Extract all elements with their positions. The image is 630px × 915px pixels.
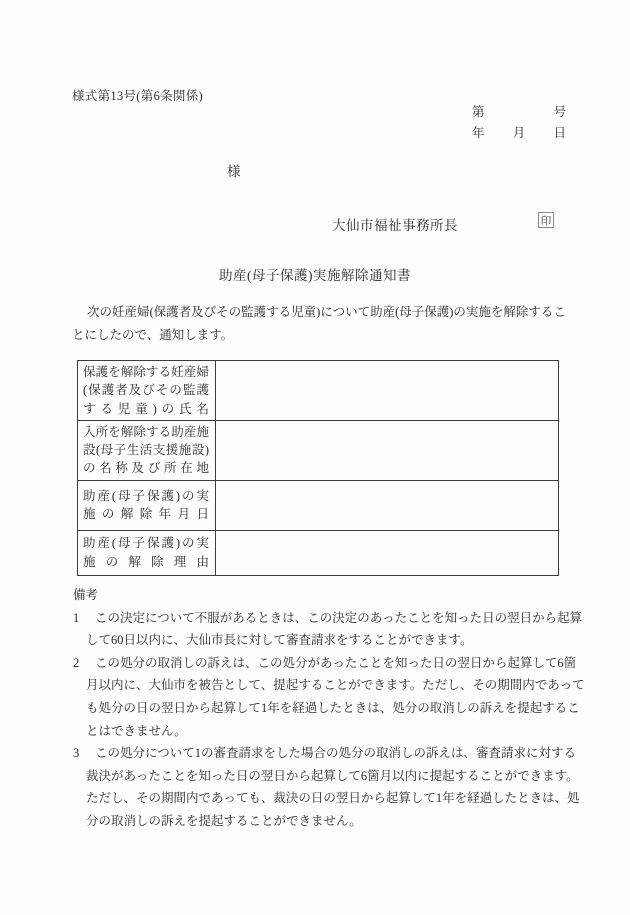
- note-item-2-line: とはできません。: [86, 723, 187, 738]
- document-title: 助産(母子保護)実施解除通知書: [219, 268, 411, 283]
- note-item-3-line: 分の取消しの訴えを提起することができません。: [86, 813, 362, 828]
- body-paragraph: [72, 301, 566, 346]
- seal-mark: [538, 212, 554, 228]
- form-number: 様式第13号(第6条関係): [72, 89, 203, 103]
- date-year-label: 年: [472, 126, 485, 140]
- table-row: [78, 530, 559, 575]
- row-value-mother-name: [216, 361, 559, 421]
- label-line: 助産(母子保護)の実: [83, 488, 209, 503]
- recipient-honorific: 様: [227, 164, 241, 179]
- note-item-3-line: ただし、その期間内であっても、裁決の日の翌日から起算して1年を経過したときは、処: [86, 791, 580, 806]
- label-line: の名称及び所在地: [83, 461, 209, 476]
- note-number: 1: [73, 610, 80, 625]
- label-line: 設(母子生活支援施設): [83, 443, 209, 458]
- note-item-2-line: 月以内に、大仙市を被告として、提起することができます。ただし、その期間内であって: [86, 678, 585, 693]
- note-item-2-line: [73, 652, 577, 675]
- row-label-release-date: [78, 480, 216, 530]
- date-line: [472, 123, 566, 141]
- table-row: [78, 420, 559, 480]
- date-day-label: 日: [553, 126, 566, 140]
- label-line: する児童)の氏名: [83, 401, 209, 416]
- doc-number-suffix: 号: [553, 105, 566, 119]
- seal-character: 印: [540, 215, 552, 227]
- sender-title: 大仙市福祉事務所長: [332, 218, 458, 233]
- note-item-3-line: 裁決があったことを知った日の翌日から起算して6箇月以内に提起することができます。: [86, 768, 579, 783]
- note-item-1-line: [73, 607, 583, 630]
- date-month-label: 月: [512, 126, 526, 140]
- remarks-heading: 備考: [73, 588, 99, 602]
- row-label-release-reason: [78, 530, 216, 575]
- release-details-table: [77, 360, 559, 576]
- note-item-3-line: [73, 742, 577, 765]
- label-line: (保護者及びその監護: [83, 383, 209, 398]
- label-line: 保護を解除する妊産婦: [83, 365, 209, 379]
- row-label-mother-name: [78, 361, 216, 421]
- body-line: とにしたので、通知します。: [72, 327, 234, 342]
- row-value-release-reason: [216, 530, 559, 575]
- doc-number-prefix: 第: [472, 105, 485, 119]
- label-line: 助産(母子保護)の実: [83, 536, 209, 551]
- note-number: 2: [73, 655, 80, 670]
- body-line: 次の妊産婦(保護者及びその監護する児童)について助産(母子保護)の実施を解除するこ: [87, 305, 566, 319]
- note-item-2-line: も処分の日の翌日から起算して1年を経過したときは、処分の取消しの訴えを提起するこ: [86, 700, 580, 715]
- remarks-section: [73, 584, 585, 833]
- row-value-facility: [216, 420, 559, 480]
- row-value-release-date: [216, 480, 559, 530]
- note-text: この処分の取消しの訴えは、この処分があったことを知った日の翌日から起算して6箇: [95, 655, 577, 670]
- table-row: [78, 480, 559, 530]
- note-item-1-line: して60日以内に、大仙市長に対して審査請求をすることができます。: [86, 633, 473, 648]
- document-number-line: [472, 102, 566, 120]
- note-text: この処分について1の審査請求をした場合の処分の取消しの訴えは、審査請求に対する: [95, 746, 577, 761]
- note-text: この決定について不服があるときは、この決定のあったことを知った日の翌日から起算: [95, 610, 583, 625]
- label-line: 入所を解除する助産施: [83, 424, 209, 439]
- note-number: 3: [73, 746, 80, 761]
- label-line: 施の解除理由: [83, 554, 209, 569]
- row-label-facility: [78, 420, 216, 480]
- label-line: 施の解除年月日: [83, 507, 209, 522]
- table-row: [78, 361, 559, 421]
